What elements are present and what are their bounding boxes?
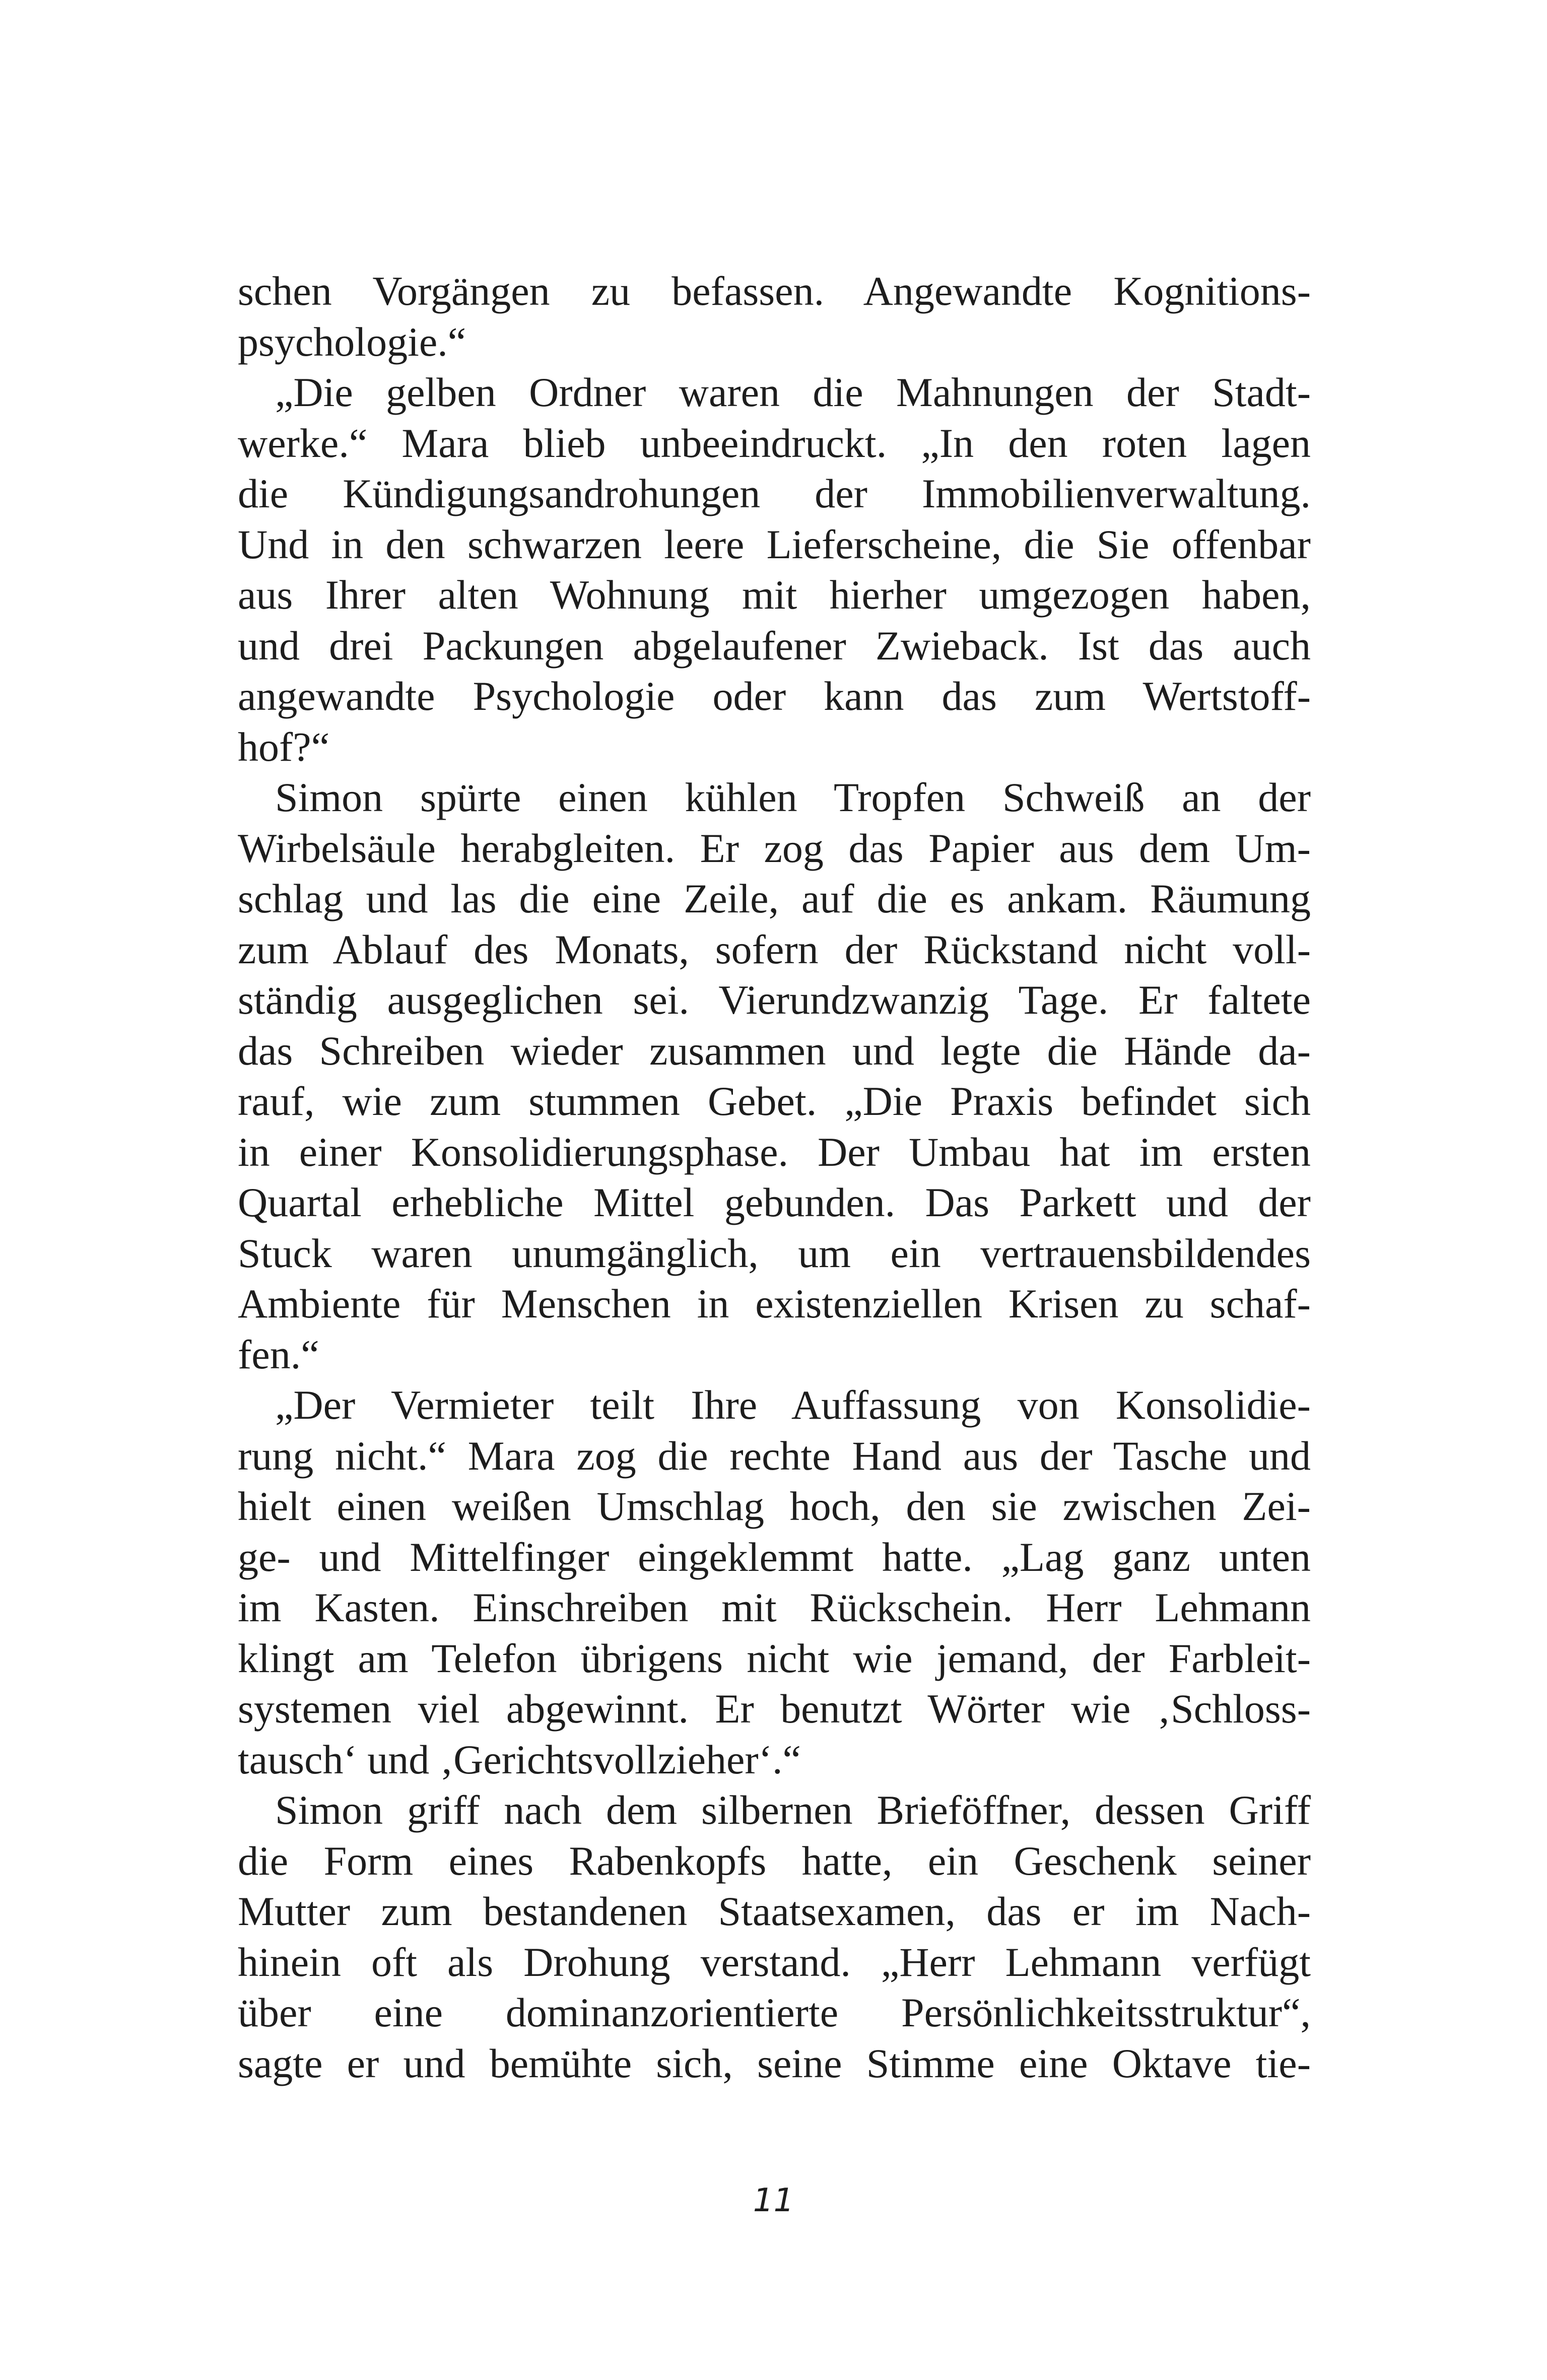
text-line: sagte er und bemühte sich, seine Stimme eine Oktave tie-	[238, 2040, 1311, 2086]
text-line: Simon griff nach dem silbernen Brieföffner, dessen Griff	[275, 1787, 1311, 1833]
text-line: Wirbelsäule herabgleiten. Er zog das Papier aus dem Um-	[238, 825, 1311, 871]
text-line: in einer Konsolidierungsphase. Der Umbau hat im ersten	[238, 1129, 1311, 1175]
text-line: Quartal erhebliche Mittel gebunden. Das Parkett und der	[238, 1179, 1311, 1225]
text-line: Stuck waren unumgänglich, um ein vertrauensbildendes	[238, 1230, 1311, 1276]
text-line: „Die gelben Ordner waren die Mahnungen der Stadt-	[275, 369, 1311, 415]
text-line: aus Ihrer alten Wohnung mit hierher umgezogen haben,	[238, 572, 1311, 618]
text-line: hof?“	[238, 723, 330, 770]
text-line: die Kündigungsandrohungen der Immobilienverwaltung.	[238, 471, 1311, 516]
text-line: im Kasten. Einschreiben mit Rückschein. Herr Lehmann	[238, 1584, 1311, 1630]
text-line: „Der Vermieter teilt Ihre Auffassung von Konsolidie-	[275, 1382, 1311, 1428]
body-text	[238, 266, 1311, 2089]
text-line: schlag und las die eine Zeile, auf die es ankam. Räumung	[238, 876, 1311, 921]
text-line: rauf, wie zum stummen Gebet. „Die Praxis befindet sich	[238, 1078, 1311, 1124]
text-line: psychologie.“	[238, 318, 466, 365]
text-line: fen.“	[238, 1331, 319, 1377]
text-line: hielt einen weißen Umschlag hoch, den sie zwischen Zei-	[238, 1483, 1311, 1529]
text-line: Ambiente für Menschen in existenziellen Krisen zu schaf-	[238, 1281, 1311, 1327]
text-line: zum Ablauf des Monats, sofern der Rückstand nicht voll-	[238, 926, 1311, 972]
page-number: 11	[753, 2182, 794, 2219]
text-line: tausch‘ und ‚Gerichtsvollzieher‘.“	[238, 1736, 801, 1782]
text-line: die Form eines Rabenkopfs hatte, ein Geschenk seiner	[238, 1837, 1311, 1884]
text-line: Mutter zum bestandenen Staatsexamen, das er im Nach-	[238, 1888, 1311, 1934]
text-line: systemen viel abgewinnt. Er benutzt Wörter wie ‚Schloss-	[238, 1686, 1311, 1732]
text-line: rung nicht.“ Mara zog die rechte Hand aus der Tasche und	[238, 1432, 1311, 1479]
text-line: ständig ausgeglichen sei. Vierundzwanzig Tage. Er faltete	[238, 977, 1311, 1023]
text-line: Und in den schwarzen leere Lieferscheine, die Sie offenbar	[238, 521, 1311, 567]
text-line: und drei Packungen abgelaufener Zwieback. Ist das auch	[238, 622, 1311, 669]
text-line: werke.“ Mara blieb unbeeindruckt. „In den roten lagen	[238, 420, 1311, 466]
text-line: angewandte Psychologie oder kann das zum Wertstoff-	[238, 673, 1311, 719]
text-line: ge- und Mittelfinger eingeklemmt hatte. „Lag ganz unten	[238, 1534, 1311, 1580]
text-line: über eine dominanzorientierte Persönlichkeitsstruktur“,	[238, 1990, 1311, 2035]
text-line: das Schreiben wieder zusammen und legte die Hände da-	[238, 1027, 1311, 1074]
text-line: klingt am Telefon übrigens nicht wie jemand, der Farbleit-	[238, 1635, 1311, 1681]
text-line: schen Vorgängen zu befassen. Angewandte Kognitions-	[238, 268, 1311, 314]
text-line: Simon spürte einen kühlen Tropfen Schweiß an der	[275, 774, 1311, 820]
text-line: hinein oft als Drohung verstand. „Herr Lehmann verfügt	[238, 1939, 1311, 1985]
